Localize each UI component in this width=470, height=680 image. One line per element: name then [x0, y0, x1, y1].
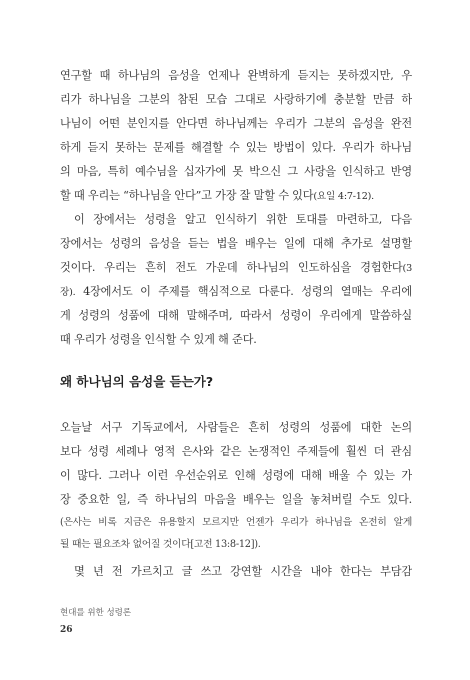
- section-line-2: 보다 성령 세례나 영적 은사와 같은 논쟁적인 주제들에 훨씬 더 관심: [60, 445, 412, 458]
- paragraph-2-line-3: [60, 256, 412, 280]
- paragraph-2-line-4: [60, 280, 412, 304]
- paragraph-1-line-6-text: 할 때 우리는 “하나님을 안다”고 가장 잘 말할 수 있다: [60, 189, 314, 202]
- running-footer-title: 현대를 위한 성령론: [60, 608, 132, 618]
- chapter-reference-part-2: 장).: [60, 287, 76, 298]
- paragraph-2-line-4-text: 4장에서도 이 주제를 핵심적으로 다룬다. 성령의 열매는 우리에: [75, 285, 412, 298]
- section-line-3: 이 많다. 그러나 이런 우선순위로 인해 성령에 대해 배울 수 있는 가: [60, 469, 412, 482]
- section-note-line-1: (은사는 비록 지금은 유용할지 모르지만 언젠가 우리가 하나님을 온전히 알게: [60, 517, 412, 528]
- section-line-4: 장 중요한 일, 즉 하나님의 마음을 배우는 일을 놓쳐버릴 수도 있다.: [60, 493, 412, 506]
- scripture-reference: (요일 4:7-12).: [313, 191, 374, 202]
- paragraph-2-line-1: 이 장에서는 성령을 알고 인식하기 위한 토대를 마련하고, 다음: [74, 213, 412, 226]
- section-line-1: 오늘날 서구 기독교에서, 사람들은 흔히 성령의 성품에 대한 논의: [60, 421, 412, 434]
- section-line-5: 몇 년 전 가르치고 글 쓰고 강연할 시간을 내야 한다는 부담감: [74, 565, 412, 578]
- paragraph-1-line-1: 연구할 때 하나님의 음성을 언제나 완벽하게 듣지는 못하겠지만, 우: [60, 69, 412, 82]
- section-note-line-2: 될 때는 필요조차 없어질 것이다[고전 13:8-12]).: [60, 539, 261, 550]
- section-heading: 왜 하나님의 음성을 듣는가?: [60, 374, 214, 389]
- paragraph-2-line-2: 장에서는 성령의 음성을 듣는 법을 배우는 일에 대해 추가로 설명할: [60, 237, 412, 250]
- page-number: 26: [60, 625, 73, 635]
- paragraph-2-line-5: 게 성령의 성품에 대해 말해주며, 따라서 성령이 우리에게 말씀하실: [60, 309, 412, 322]
- chapter-reference-part-1: (3: [402, 263, 412, 274]
- paragraph-1-line-3: 나님이 어떤 분인지를 안다면 하나님께는 우리가 그분의 음성을 완전: [60, 117, 412, 130]
- paragraph-1-line-2: 리가 하나님을 그분의 참된 모습 그대로 사랑하기에 충분할 만큼 하: [60, 93, 412, 106]
- paragraph-2-line-3-text: 것이다. 우리는 흔히 전도 가운데 하나님의 인도하심을 경험한다: [60, 261, 403, 274]
- paragraph-1-line-6: [60, 184, 412, 208]
- paragraph-2-line-6: 때 우리가 성령을 인식할 수 있게 해 준다.: [60, 333, 257, 346]
- paragraph-1-line-4: 하게 듣지 못하는 문제를 해결할 수 있는 방법이 있다. 우리가 하나님: [60, 141, 412, 154]
- paragraph-1-line-5: 의 마음, 특히 예수님을 십자가에 못 박으신 그 사랑을 인식하고 반영: [60, 165, 412, 178]
